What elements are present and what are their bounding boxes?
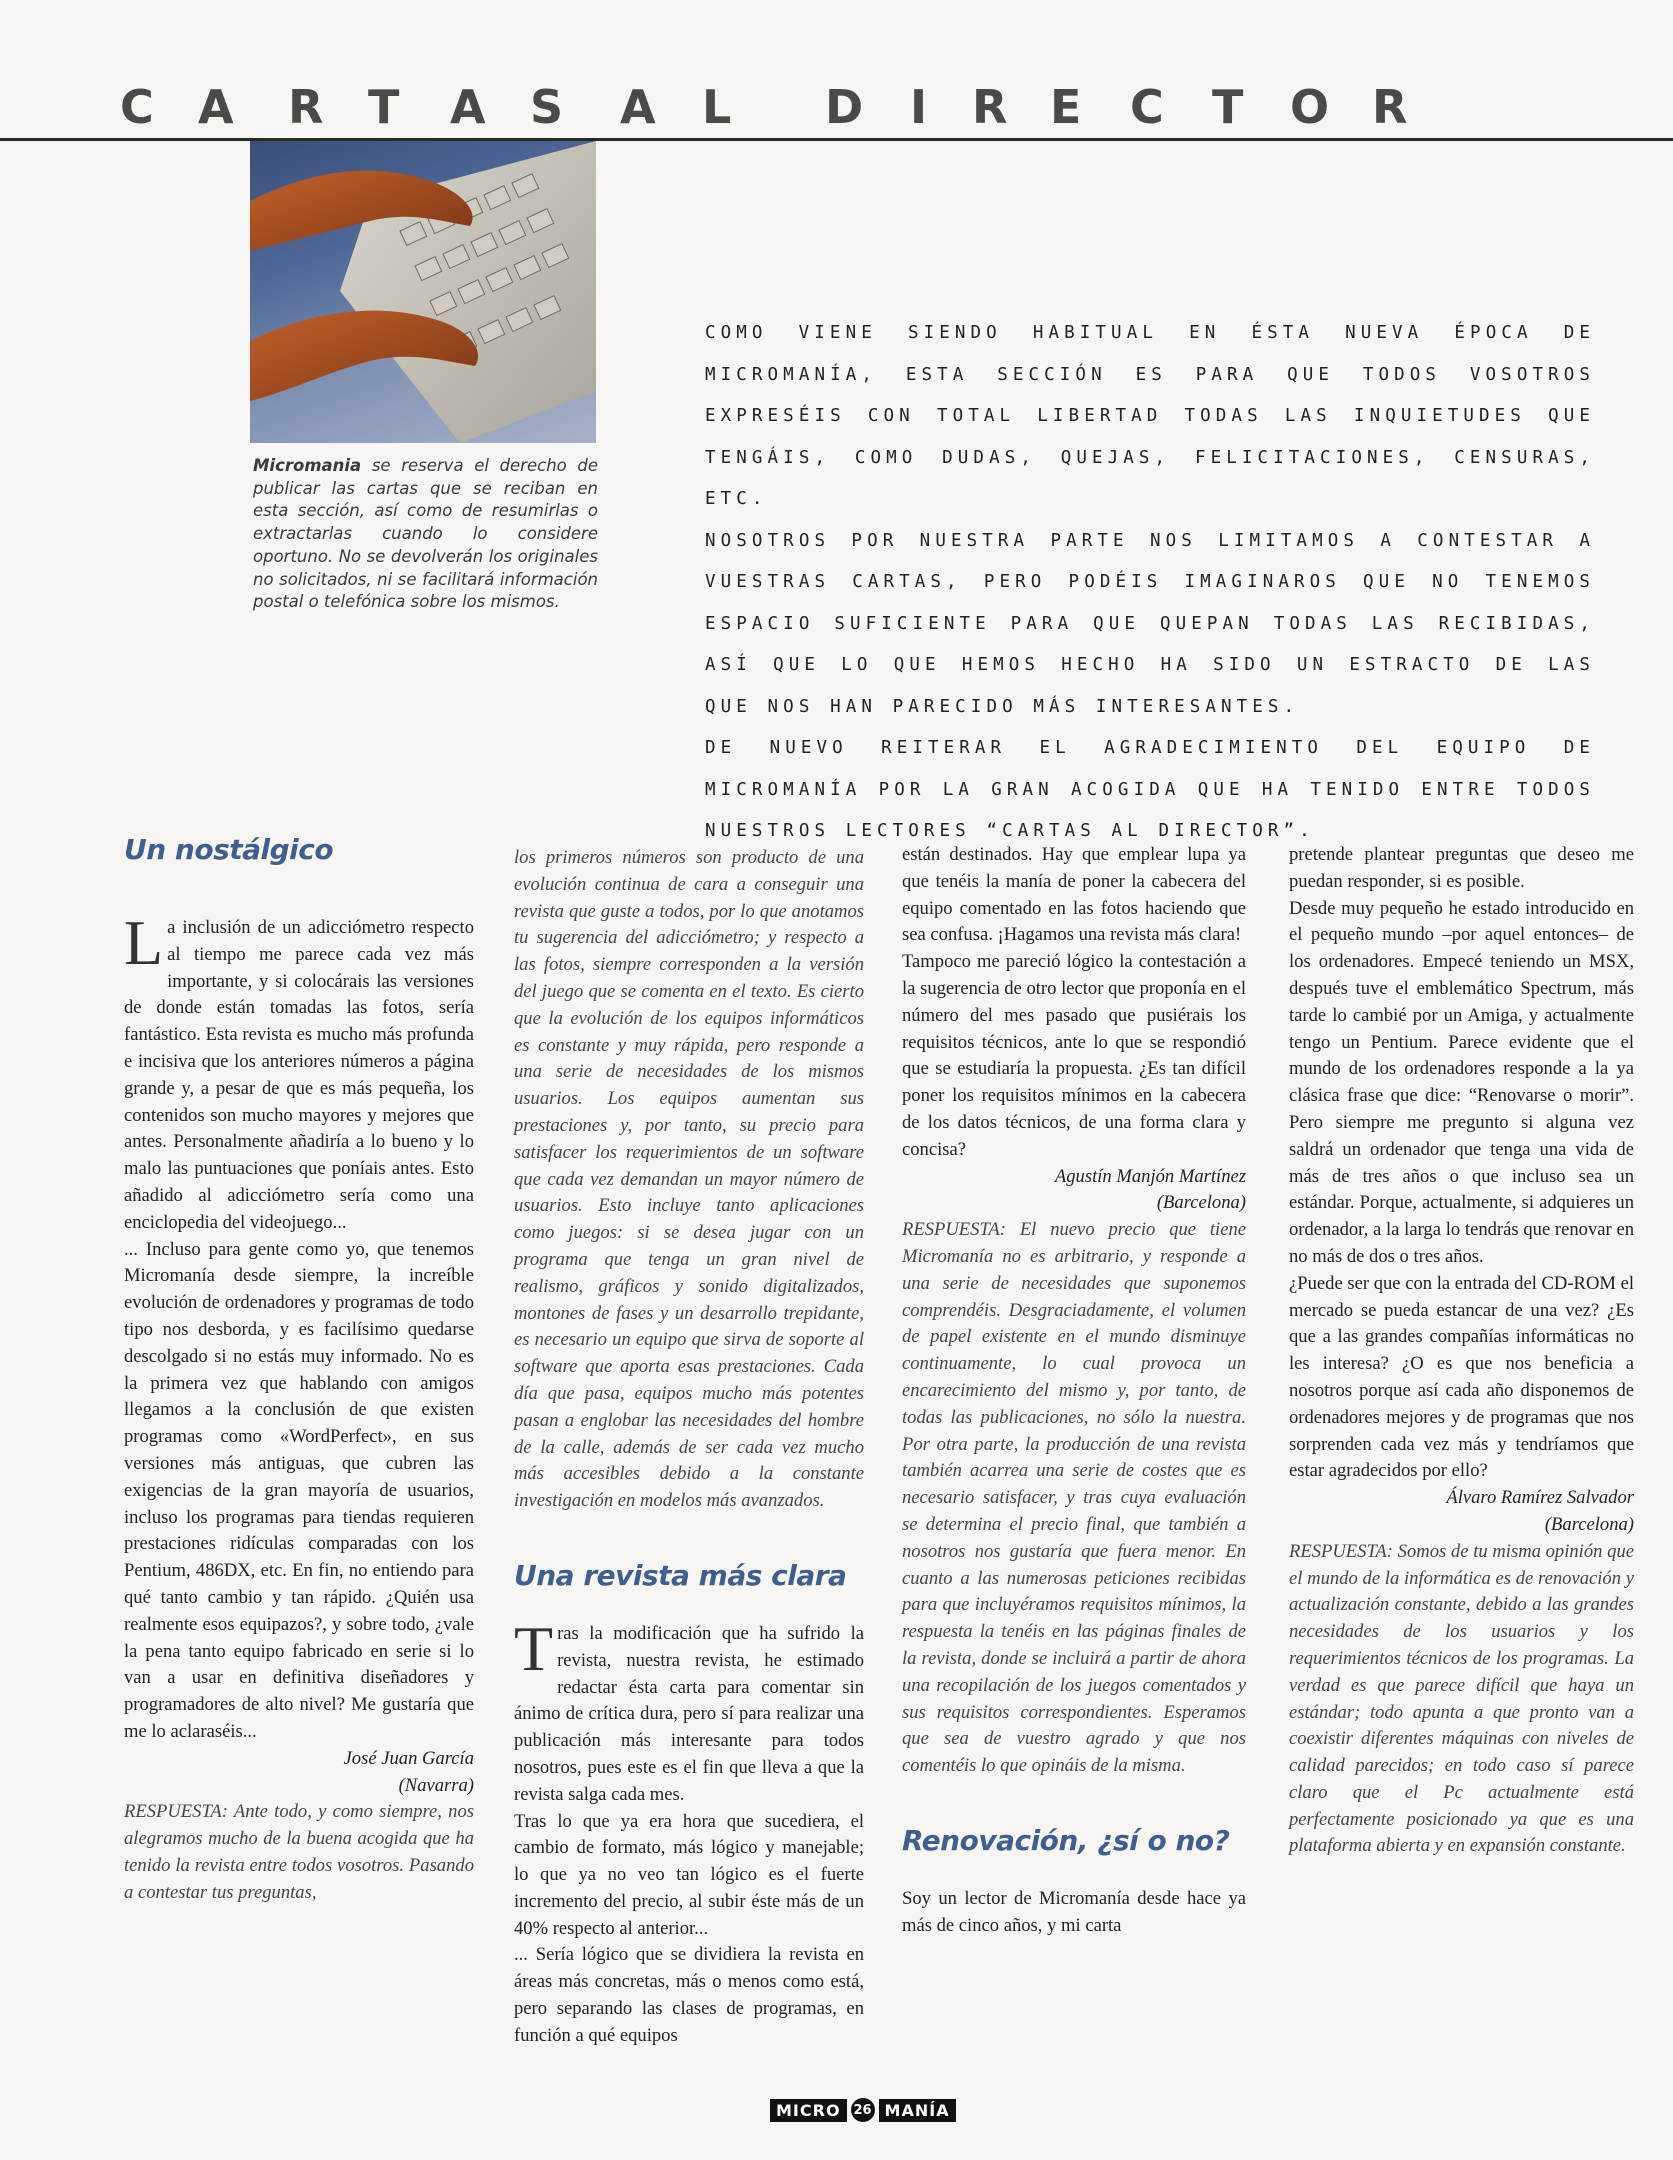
response-text: RESPUESTA: El nuevo precio que tiene Micromanía no es arbitrario, y responde a una serie de necesidades que suponemos comprendéis. Desgraciadamente, el volumen de papel existente en el mundo disminuye continuamente, lo cual provoca un encarecimiento del mismo y, por tanto, de todas las publicaciones, no sólo la nuestra. Por otra parte, la producción de una revista también acarrea una serie de costes que es necesario satisfacer, y tras cuya evaluación se determina el precio final, que también a nosotros nos gustaría que fuera menor. En cuanto a las numerosas peticiones recibidas para que incluyéramos requisitos mínimos, la respuesta la tenéis en las páginas finales de la revista, donde se incluirá a partir de ahora una recopilación de los juegos comentados y sus requisitos correspondientes. Esperamos que sea de vuestro agrado y que nos comentéis lo que opináis de la misma. <box>902 1219 1246 1777</box>
title-letter: T <box>368 80 400 134</box>
letter-location: (Navarra) <box>398 1774 474 1796</box>
title-letter: R <box>972 80 1008 134</box>
caption-brand: Micromania <box>253 456 362 475</box>
letter-heading: Una revista más clara <box>514 1558 847 1592</box>
title-letter: C <box>1130 80 1164 134</box>
letter-location: (Barcelona) <box>1544 1513 1634 1535</box>
letter-signature: José Juan García <box>343 1747 474 1769</box>
title-letter: A <box>620 80 656 134</box>
title-letter: L <box>702 80 732 134</box>
letter-paragraph: Tras la modificación que ha sufrido la revista, nuestra revista, he estimado redactar ésta carta para comentar sin ánimo de crítica dura, pero sí para realizar una publicación más interesante para todos nosotros, pues este es el fin que lleva a que la revista salga cada mes. <box>514 1612 864 1805</box>
column-4 <box>1289 842 1634 1860</box>
title-letter: I <box>910 80 928 134</box>
letter-paragraph: Tampoco me pareció lógico la contestación a la sugerencia de otro lector que proponía en el número del mes pasado que pusiérais los requisitos técnicos, ante lo que se respondió que se estudiaría la propuesta. ¿Es tan difícil poner los requisitos mínimos en la cabecera de los datos técnicos, de una forma clara y concisa? <box>902 951 1246 1160</box>
response-text: los primeros números son producto de una evolución continua de cara a conseguir una revista que guste a todos, por lo que anotamos tu sugerencia del adicciómetro; y respecto a las fotos, siempre corresponden a la versión del juego que se comenta en el texto. Es cierto que la evolución de los equipos informáticos es constante y muy rápida, pero responde a una serie de necesidades de los mismos usuarios. Los equipos aumentan sus prestaciones y, por tanto, su precio para satisfacer los requerimientos de un software que cada vez demandan un mayor número de usuarios. Esto incluye tanto aplicaciones como juegos: si se desea jugar con un programa que tenga un gran nivel de realismo, gráficos y sonido digitalizados, montones de fases y un desarrollo trepidante, es necesario un equipo que sirva de soporte al software que aporta esas prestaciones. Cada día que pasa, equipos mucho más potentes pasan a englobar las necesidades del hombre de la calle, además de ser cada vez mucho más accesibles debido a la constante investigación en modelos más avanzados. <box>514 847 864 1512</box>
title-letter: A <box>450 80 486 134</box>
section-title <box>120 80 1570 136</box>
keyboard-hands-photo <box>250 141 596 443</box>
letter-paragraph: ¿Puede ser que con la entrada del CD-ROM el mercado se pueda estancar de una vez? ¿Es que a las grandes compañías informáticas no les interesa? ¿O es que nos beneficia a nosotros porque así cada año disponemos de ordenadores mejores y de programas que nos sorprenden cada vez más y tendríamos que estar agradecidos por ello? <box>1289 1272 1634 1482</box>
letter-signature: Agustín Manjón Martínez <box>1054 1165 1246 1187</box>
response-text: RESPUESTA: Somos de tu misma opinión que el mundo de la informática es de renovación y actualización constante, debido a las grandes necesidades de los usuarios y los requerimientos técnicos de los programas. La verdad es que parece difícil que haya un estándar; todo apunta a que pronto van a coexistir diferentes máquinas con niveles de calidad parecidos; en todo caso sí parece claro que el Pc actualmente está perfectamente posicionado ya que es una plataforma abierta y en expansión constante. <box>1289 1540 1634 1857</box>
caption-text: se reserva el derecho de publicar las cartas que se reciban en esta sección, así como de resumirlas o extractarlas cuando lo considere oportuno. No se devolverán los originales no solicitados, ni se facilitará información postal o telefónica sobre los mismos. <box>253 456 598 612</box>
title-letter: D <box>825 80 864 134</box>
column-1 <box>124 833 474 1906</box>
letter-paragraph: Desde muy pequeño he estado introducido en el pequeño mundo –por aquel entonces– de los ordenadores. Empecé teniendo un MSX, después tuve el emblemático Spectrum, más tarde lo cambié por un Amiga, y actualmente tengo un Pentium. Parece evidente que el mundo de los ordenadores responde a la ya clásica frase que dice: “Renovarse o morir”. Pero siempre me pregunto si alguna vez saldrá un ordenador que tenga una vida de más de tres años o que incluso sea un estándar. Porque, actualmente, si adquieres un ordenador, a la larga lo tendrás que renovar en no más de dos o tres años. <box>1289 897 1634 1267</box>
letter-paragraph: Soy un lector de Micromanía desde hace ya más de cinco años, y mi carta <box>902 1887 1246 1936</box>
column-2 <box>514 845 864 2050</box>
response-text: RESPUESTA: Ante todo, y como siempre, nos alegramos mucho de la buena acogida que ha tenido la revista entre todos vosotros. Pasando a contestar tus preguntas, <box>124 1801 474 1903</box>
title-letter: A <box>198 80 234 134</box>
intro-paragraph: COMO VIENE SIENDO HABITUAL EN ÉSTA NUEVA ÉPOCA DE MICROMANÍA, ESTA SECCIÓN ES PARA QUE TODOS VOSOTROS EXPRESÉIS CON TOTAL LIBERTAD TODAS LAS INQUIETUDES QUE TENGÁIS, COMO DUDAS, QUEJAS, FELICITACIONES, CENSURAS, ETC. <box>705 323 1595 509</box>
column-3 <box>902 842 1246 1939</box>
title-letter: R <box>1372 80 1408 134</box>
intro-paragraph: DE NUEVO REITERAR EL AGRADECIMIENTO DEL EQUIPO DE MICROMANÍA POR LA GRAN ACOGIDA QUE HA TENIDO ENTRE TODOS NUESTROS LECTORES “CARTAS AL DIRECTOR”. <box>705 738 1595 841</box>
title-letter: C <box>120 80 154 134</box>
letter-paragraph: Tras lo que ya era hora que sucediera, el cambio de formato, más lógico y manejable; lo que ya no veo tan lógico es el fuerte incremento del precio, al subir éste más de un 40% respecto al anterior... <box>514 1810 864 1939</box>
logo-micro: MICRO <box>770 2099 847 2122</box>
photo-caption <box>253 455 598 614</box>
letter-signature: Álvaro Ramírez Salvador <box>1446 1487 1634 1509</box>
letter-paragraph: La inclusión de un adicciómetro respecto al tiempo me parece cada vez más importante, y si colocárais las versiones de donde están tomadas las fotos, sería fantástico. Esta revista es mucho más profunda e incisiva que los anteriores números a página grande y, a pesar de que es más pequeña, los contenidos son mucho mayores y mejores que antes. Personalmente añadiría a lo bueno y lo malo las puntuaciones que poníais antes. Esto añadido al adicciómetro sería como una enciclopedia del videojuego... <box>124 907 474 1233</box>
footer-logo <box>770 2098 956 2122</box>
intro-paragraph: NOSOTROS POR NUESTRA PARTE NOS LIMITAMOS A CONTESTAR A VUESTRAS CARTAS, PERO PODÉIS IMAGINAROS QUE NO TENEMOS ESPACIO SUFICIENTE PARA QUE QUEPAN TODAS LAS RECIBIDAS, ASÍ QUE LO QUE HEMOS HECHO HA SIDO UN ESTRACTO DE LAS QUE NOS HAN PARECIDO MÁS INTERESANTES. <box>705 530 1595 717</box>
title-letter: T <box>1212 80 1244 134</box>
title-letter: E <box>1050 80 1082 134</box>
title-letter: O <box>1290 80 1330 134</box>
letter-heading: Renovación, ¿sí o no? <box>902 1823 1230 1857</box>
letter-paragraph: ... Incluso para gente como yo, que tenemos Micromanía desde siempre, la increíble evolución de ordenadores y programas de todo tipo nos desborda, y es facilísimo quedarse descolgado si no estás muy informado. No es la primera vez que hablando con amigos llegamos a la conclusión de que existen programas como «WordPerfect», en sus versiones más antiguas, que cubren las exigencias de la gran mayoría de usuarios, incluso los programas para tiendas requieren prestaciones ridículas comparadas con los Pentium, 486DX, etc. En fin, no entiendo para qué tanto cambio y tan rápido. ¿Quién usa realmente esos equipazos?, y sobre todo, ¿vale la pena tanto equipo fabricado en serie si lo van a usar en definitiva diseñadores y programadores de alto nivel? Me gustaría que me lo aclaraséis... <box>124 1238 474 1742</box>
page-number: 26 <box>851 2098 875 2122</box>
letter-paragraph: están destinados. Hay que emplear lupa ya que tenéis la manía de poner la cabecera del equipo comentado en las fotos haciendo que sea confusa. ¡Hagamos una revista más clara! <box>902 844 1246 946</box>
letter-heading: Un nostálgico <box>124 833 334 866</box>
letter-location: (Barcelona) <box>1156 1192 1246 1214</box>
title-letter: R <box>288 80 324 134</box>
title-letter: S <box>530 80 564 134</box>
letter-paragraph: ... Sería lógico que se dividiera la revista en áreas más concretas, más o menos como está, pero separando las clases de programas, en función a qué equipos <box>514 1944 864 2046</box>
letter-paragraph: pretende plantear preguntas que deseo me puedan responder, si es posible. <box>1289 844 1634 892</box>
intro-block <box>705 313 1595 853</box>
logo-mania: MANÍA <box>879 2099 956 2122</box>
